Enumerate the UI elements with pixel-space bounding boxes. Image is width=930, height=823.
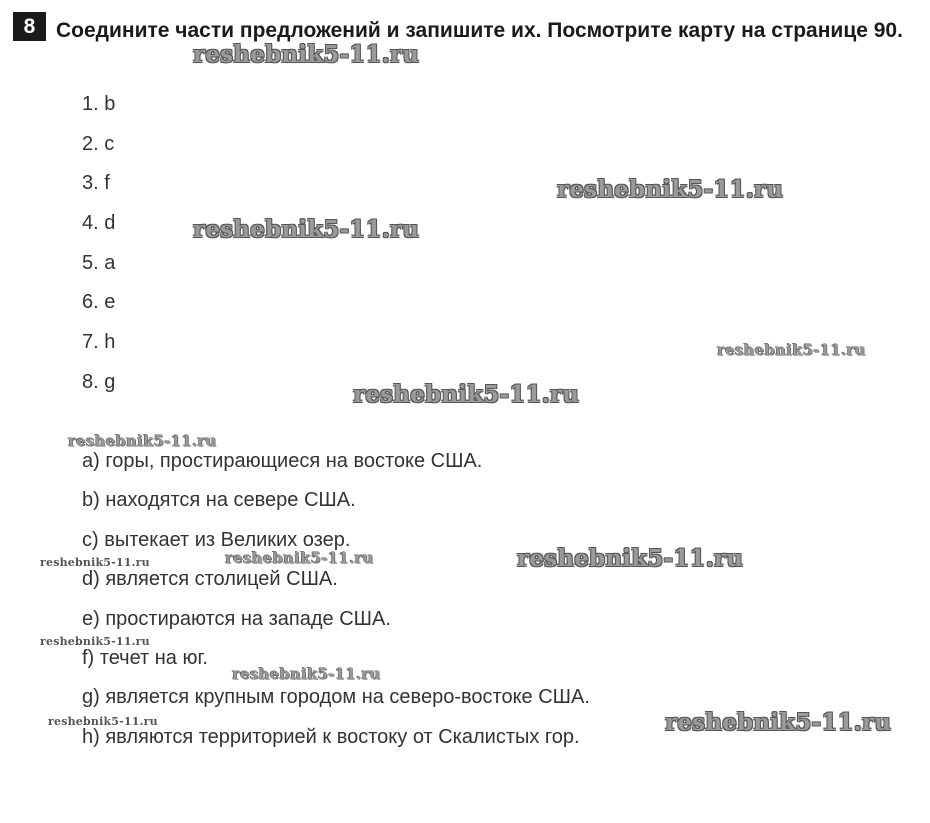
answer-item: 5. a	[82, 251, 116, 274]
watermark: reshebnik5-11.ru	[193, 216, 420, 243]
watermark: reshebnik5-11.ru	[48, 715, 158, 728]
sentence-part: c) вытекает из Великих озер.	[82, 528, 351, 551]
sentence-part: g) является крупным городом на северо-востоке США.	[82, 686, 590, 709]
watermark: reshebnik5-11.ru	[717, 341, 866, 359]
answer-item: 7. h	[82, 331, 116, 354]
sentence-part: a) горы, простирающиеся на востоке США.	[82, 450, 483, 472]
watermark: reshebnik5-11.ru	[40, 556, 150, 569]
watermark: reshebnik5-11.ru	[193, 41, 420, 68]
answer-item: 8. g	[82, 370, 116, 393]
sentence-part: d) является столицей США.	[82, 568, 338, 591]
watermark: reshebnik5-11.ru	[68, 432, 217, 450]
sentence-part: f) течет на юг.	[82, 646, 208, 669]
sentence-part: e) простираются на западе США.	[82, 607, 391, 630]
answer-item: 3. f	[82, 172, 110, 195]
exercise-instruction: Соедините части предложений и запишите их. Посмотрите карту на странице 90.	[56, 19, 903, 42]
watermark: reshebnik5-11.ru	[353, 381, 580, 408]
answer-item: 2. c	[82, 132, 115, 155]
sentence-part: b) находятся на севере США.	[82, 489, 356, 512]
answer-item: 1. b	[82, 93, 116, 115]
watermark: reshebnik5-11.ru	[517, 545, 744, 572]
sentence-part-list	[82, 442, 590, 757]
answer-item: 4. d	[82, 212, 116, 235]
watermark: reshebnik5-11.ru	[232, 665, 381, 683]
watermark: reshebnik5-11.ru	[40, 635, 150, 648]
watermark: reshebnik5-11.ru	[225, 549, 374, 567]
exercise-number-badge	[13, 12, 46, 41]
sentence-part: h) являются территорией к востоку от Скалистых гор.	[82, 725, 580, 748]
answer-item: 6. e	[82, 291, 116, 314]
exercise-number: 8	[23, 14, 36, 38]
watermark: reshebnik5-11.ru	[557, 176, 784, 203]
watermark: reshebnik5-11.ru	[665, 709, 892, 736]
answer-list	[82, 85, 115, 403]
